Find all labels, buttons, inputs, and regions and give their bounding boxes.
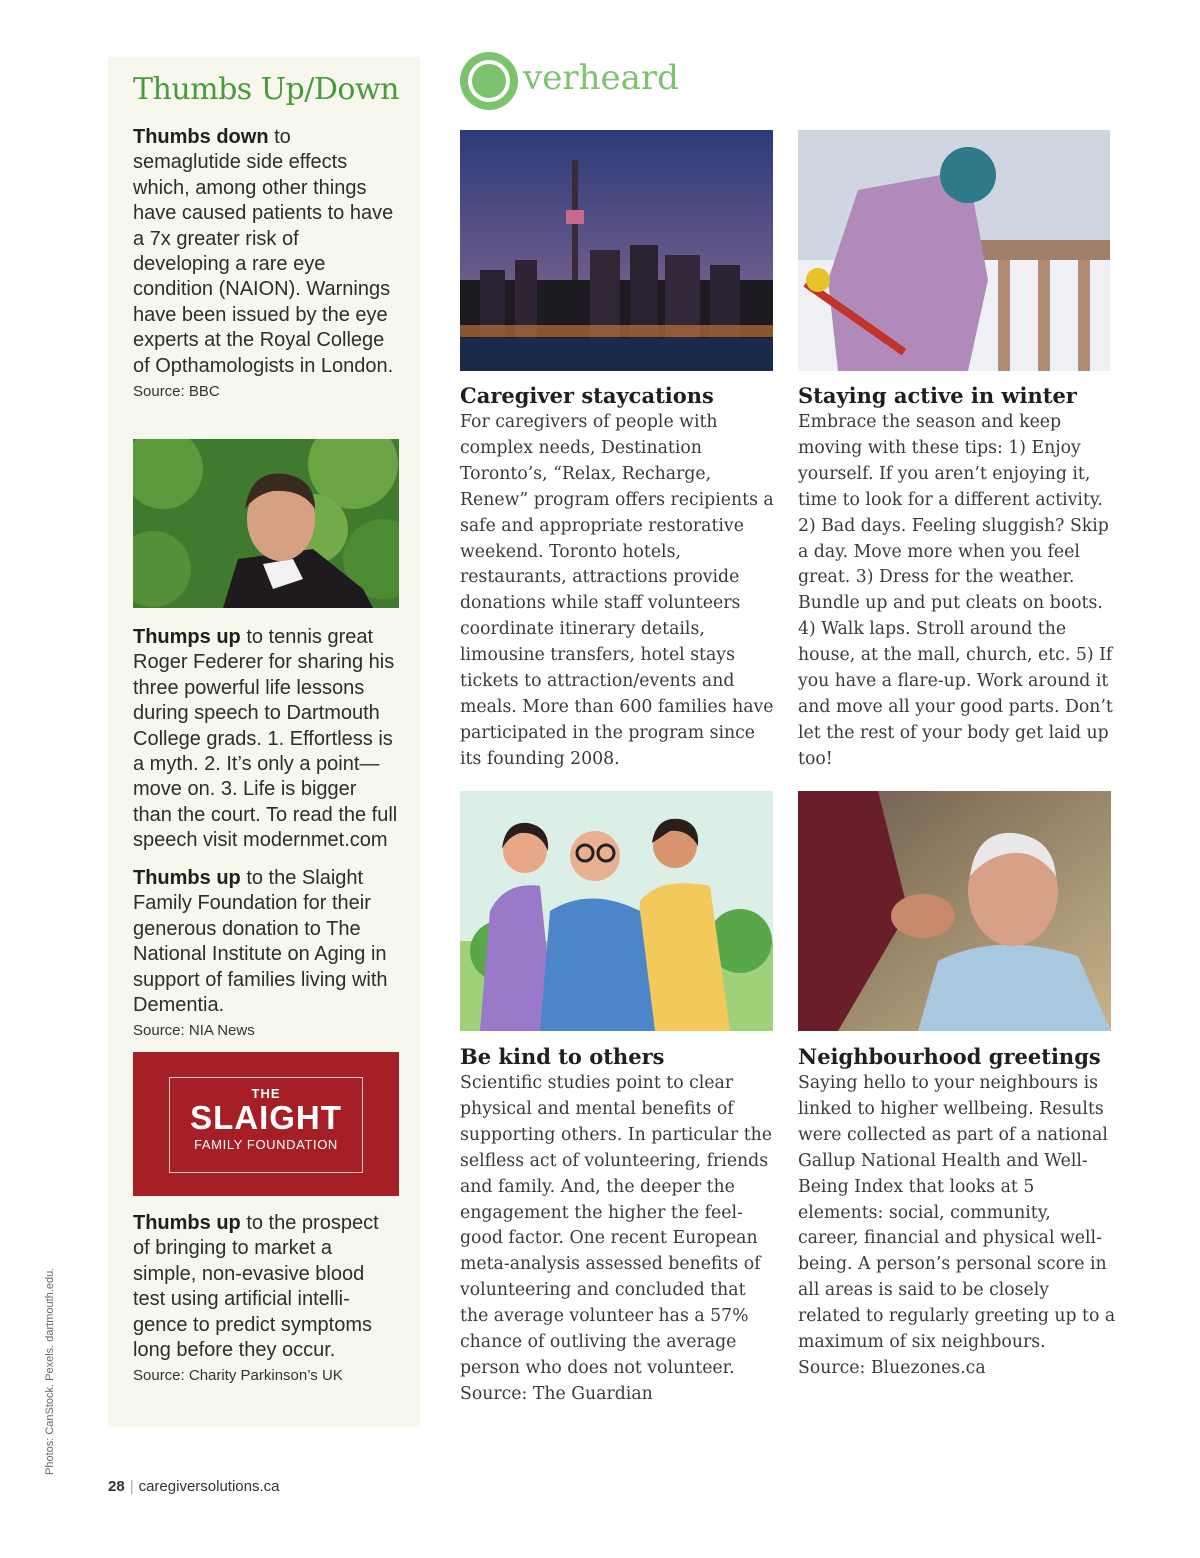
footer-site: caregiversolutions.ca <box>138 1478 280 1495</box>
article-text: Embrace the season and keep moving with these tips: 1) Enjoy yourself. If you aren’t enjoying it, time to look for a different activity. 2) Bad days. Feeling sluggish? Skip a day. Move more when you feel great. 3) Dress for the weather. Bundle up and put cleats on boots. 4) Walk laps. Stroll around the house, at the mall, church, etc. 5) If you have a flare-up. Work around it and move all your good parts. Don’t let the rest of your body get laid up too! <box>798 412 1113 769</box>
toronto-skyline-photo <box>460 130 773 371</box>
thumbs-item-slaight <box>133 866 398 1041</box>
article-body-winter <box>798 410 1116 773</box>
thumbs-lead: Thumbs down <box>133 126 269 148</box>
logo-the: THE <box>251 1086 281 1101</box>
neighbour-photo <box>798 791 1111 1031</box>
article-heading: Be kind to others <box>460 1044 665 1069</box>
overheard-title: verheard <box>523 58 679 98</box>
federer-photo <box>133 439 399 608</box>
article-source: Source: The Guardian <box>460 1383 653 1404</box>
article-heading: Neighbourhood greetings <box>798 1044 1101 1069</box>
thumbs-item-federer <box>133 625 398 854</box>
thumbs-text: to semaglutide side effects which, among other things have caused patients to have a 7x greater risk of developing a rare eye condition (NAION). Warnings have been issued by the eye experts at the Royal College of Opthamologists in London. <box>133 126 394 377</box>
thumbs-item-semaglutide <box>133 125 398 402</box>
article-text: For caregivers of people with complex needs, Destination Toronto’s, “Relax, Recharge, Renew” program offers recipients a safe and appropriate restorative weekend. Toronto hotels, restaurants, attractions provide donations while staff volunteers coordinate itinerary details, limousine transfers, hotel stays tickets to attraction/events and meals. More than 600 families have participated in the program since its founding 2008. <box>460 412 774 769</box>
article-body-staycations <box>460 410 780 773</box>
article-heading: Staying active in winter <box>798 383 1077 408</box>
thumbs-lead: Thumbs up <box>133 1212 241 1234</box>
article-body-neighbours <box>798 1071 1116 1382</box>
page-number: 28 <box>108 1478 125 1495</box>
thumbs-text: to the Slaight Family Foundation for their generous donation to The National Institute on Aging in support of families living with Dementia. <box>133 867 388 1017</box>
overheard-o-icon <box>460 52 518 110</box>
thumbs-source: Source: Charity Parkinson’s UK <box>133 1367 343 1385</box>
photo-credit: Photos: CanStock. Pexels. dartmouth.edu. <box>44 1267 56 1475</box>
logo-family-foundation: FAMILY FOUNDATION <box>194 1137 338 1152</box>
thumbs-lead: Thumbs up <box>133 867 241 889</box>
thumbs-item-blood-test <box>133 1211 398 1386</box>
thumbs-text: to the prospect of bringing to market a simple, non-evasive blood test using artificial intelli-gence to predict symptoms long before they occur. <box>133 1212 379 1362</box>
thumbs-lead: Thumps up <box>133 626 241 648</box>
thumbs-source: Source: BBC <box>133 383 220 401</box>
article-heading: Caregiver staycations <box>460 383 714 408</box>
article-text: Scientific studies point to clear physical and mental benefits of supporting others. In particular the selfless act of volunteering, friends and family. And, the deeper the engagement the higher the feel-good factor. One recent European meta-analysis assessed benefits of volunteering and concluded that the average volunteer has a 57% chance of outliving the average person who does not volunteer. <box>460 1073 773 1378</box>
thumbs-text: to tennis great Roger Federer for sharing his three powerful life lessons during speech to Dartmouth College grads. 1. Effortless is a myth. 2. It’s only a point—move on. 3. Life is bigger than the court. To read the full speech visit modernmet.com <box>133 626 398 852</box>
article-body-kindness <box>460 1071 778 1408</box>
sidebar-title: Thumbs Up/Down <box>133 72 399 107</box>
footer-divider: | <box>129 1478 134 1495</box>
slaight-logo-frame <box>169 1077 363 1173</box>
thumbs-source: Source: NIA News <box>133 1022 255 1040</box>
page-footer <box>108 1478 280 1495</box>
logo-slaight: SLAIGHT <box>190 1099 342 1136</box>
family-illustration <box>460 791 773 1031</box>
slaight-logo <box>133 1052 399 1196</box>
article-text: Saying hello to your neighbours is linked to higher wellbeing. Results were collected as part of a national Gallup National Health and Well-Being Index that looks at 5 elements: social, community, career, financial and physical well-being. A person’s personal score in all areas is said to be closely related to regularly greeting up to a maximum of six neighbours. <box>798 1073 1116 1353</box>
article-source: Source: Bluezones.ca <box>798 1357 986 1378</box>
winter-senior-photo <box>798 130 1110 371</box>
